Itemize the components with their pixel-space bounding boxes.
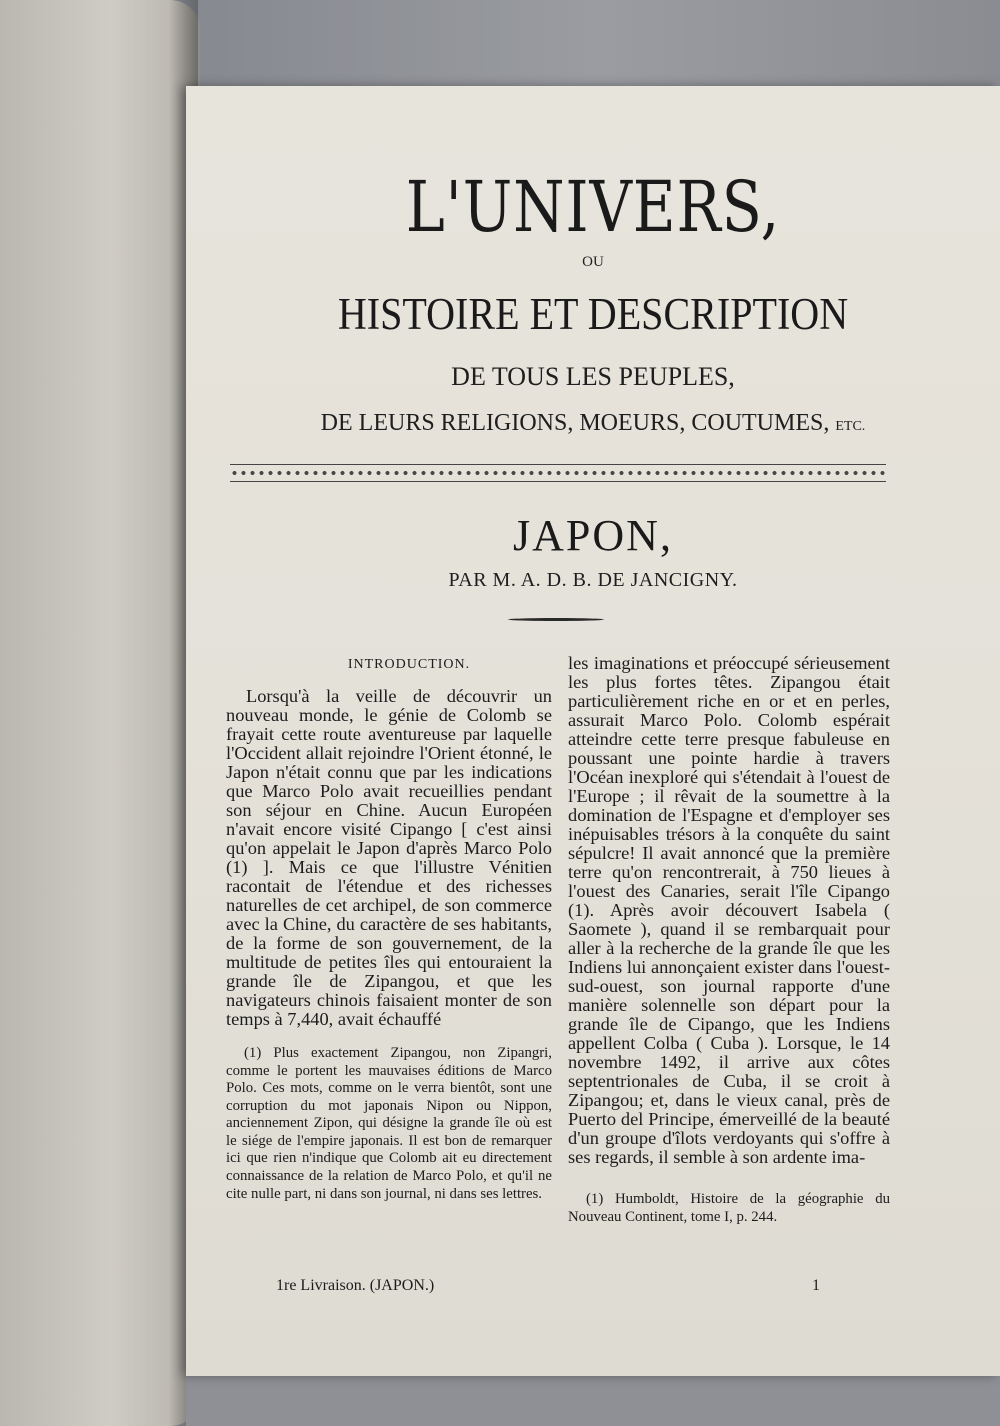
left-column [226,656,552,1203]
author-byline: PAR M. A. D. B. DE JANCIGNY. [448,569,738,591]
page-number: 1 [812,1277,820,1294]
title-peuples: DE TOUS LES PEUPLES, [451,362,735,391]
ornament-dotted-rule [230,469,886,477]
title-religions [186,410,1000,437]
title-conjunction: OU [582,254,604,270]
title-histoire: HISTOIRE ET DESCRIPTION [337,289,849,339]
right-column [568,654,890,1226]
ornament-rule-top-line [230,464,886,465]
table-surface [186,1376,1000,1426]
section-title: JAPON, [513,511,673,560]
title-etc: ETC. [835,419,866,434]
book-page [186,86,1000,1376]
ornament-rule-bottom-line [230,481,886,482]
right-column-body: les imaginations et préoccupé sérieusement les plus fortes têtes. Zipangou était particulièrement riche en or et en perles, assurait Marco Polo. Colomb espérait atteindre cette terre presque fabuleuse en poussant une pointe hardie à travers l'Océan inexploré qui s'étendait à l'ouest de l'Europe ; il rêvait de la soumettre à la domination de l'Espagne et d'employer ses inépuisables trésors à la conquête du saint sépulcre! Il avait annoncé que la première terre qu'on rencontrerait, à 750 lieues à l'ouest des Canaries, serait l'île Cipango (1). Après avoir découvert Isabela ( Saomete ), quand il se rembarquait pour aller à la recherche de la grande île que les Indiens lui annonçaient exister dans l'ouest-sud-ouest, son journal rapporte d'une manière solennelle son départ pour la grande île de Cipango, que les Indiens appellent Colba ( Cuba ). Lorsque, le 14 novembre 1492, il arrive aux côtes septentrionales de Cuba, il se croit à Zipangou; et, dans le vieux canal, près de Puerto del Principe, émerveillé de la beauté d'un groupe d'îlots verdoyants qui s'offre à ses regards, il semble à son ardente ima- [568,653,890,1167]
title-religions-text: DE LEURS RELIGIONS, MOEURS, COUTUMES, [320,410,830,436]
title-univers: L'UNIVERS, [405,166,781,248]
introduction-heading: INTRODUCTION. [347,657,471,672]
right-footnote: (1) Humboldt, Histoire de la géographie du Nouveau Continent, tome I, p. 244. [568,1191,890,1225]
decorative-rule [508,618,604,621]
signature-mark: 1re Livraison. (JAPON.) [276,1277,435,1294]
left-column-body: Lorsqu'à la veille de découvrir un nouveau monde, le génie de Colomb se frayait cette route aventureuse par laquelle l'Occident allait rejoindre l'Orient étonné, le Japon n'était connu que par les indications que Marco Polo avait recueillies pendant son séjour en Chine. Aucun Européen n'avait encore visité Cipango [ c'est ainsi qu'on appelait le Japon d'après Marco Polo (1) ]. Mais ce que l'illustre Vénitien racontait de l'étendue et des richesses naturelles de cet archipel, de son commerce avec la Chine, du caractère de ses habitants, de la forme de son gouvernement, de la multitude de petites îles qui entouraient la grande île de Zipangou, et que les navigateurs chinois faisaient monter de son temps à 7,440, avait échauffé [226,685,552,1029]
left-footnote: (1) Plus exactement Zipangou, non Zipangri, comme le portent les mauvaises éditions de Marco Polo. Ces mots, comme on le verra bientôt, sont une corruption du mot japonais Nipon ou Nippon, anciennement Zipon, qui désigne la grande île où est le siége de l'empire japonais. Il est bon de remarquer ici que rien n'indique que Colomb ait eu directement connaissance de la relation de Marco Polo, et qu'il ne cite nulle part, ni dans son journal, ni dans ses lettres. [226,1044,552,1202]
